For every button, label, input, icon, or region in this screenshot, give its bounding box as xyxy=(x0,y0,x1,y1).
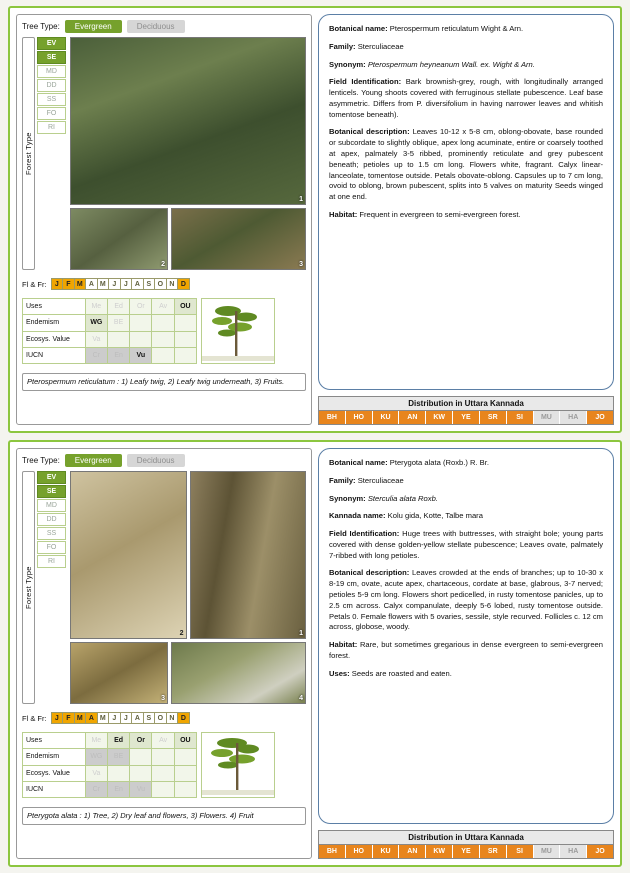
tree-type-option-evergreen-2[interactable]: Evergreen xyxy=(65,454,122,467)
desc-field-identification-1 xyxy=(329,77,603,120)
photo-number-1: 1 xyxy=(299,196,303,203)
desc-label-habitat-2: Habitat: xyxy=(329,640,358,650)
forest-type-cell-md-1[interactable]: MD xyxy=(37,65,66,78)
month-oct-2[interactable]: O xyxy=(154,712,167,724)
tree-type-label-2: Tree Type: xyxy=(22,456,60,465)
forest-type-group-1 xyxy=(22,37,66,270)
left-panel-2 xyxy=(16,448,312,859)
desc-label-kannada-name-2: Kannada name: xyxy=(329,511,386,521)
attr-iucn-vu-2[interactable]: Vu xyxy=(130,781,152,797)
forest-type-cell-fo-1[interactable]: FO xyxy=(37,107,66,120)
forest-type-cell-ss-1[interactable]: SS xyxy=(37,93,66,106)
dist-cell-ha-2[interactable]: HA xyxy=(560,845,587,858)
attributes-area-2 xyxy=(22,732,306,798)
tree-type-row-2 xyxy=(22,454,306,467)
desc-label-botanical-description-2: Botanical description: xyxy=(329,568,410,578)
dist-cell-an-1[interactable]: AN xyxy=(399,411,426,424)
species-card-2 xyxy=(8,440,622,867)
table-row xyxy=(23,733,197,749)
attr-name-ecosys-1: Ecosys. Value xyxy=(23,331,86,347)
table-row xyxy=(23,315,197,331)
desc-kannada-name-2 xyxy=(329,511,603,522)
attr-endemism-blank2-1 xyxy=(152,315,174,331)
tree-type-option-deciduous-1[interactable]: Deciduous xyxy=(127,20,185,33)
left-column-2 xyxy=(16,448,312,859)
dist-cell-ho-2[interactable]: HO xyxy=(346,845,373,858)
photo-fruit[interactable] xyxy=(171,642,306,704)
desc-label-uses-2: Uses: xyxy=(329,668,350,678)
month-sep-2[interactable]: S xyxy=(143,712,156,724)
dist-cell-si-1[interactable]: SI xyxy=(507,411,534,424)
attr-name-uses-1: Uses xyxy=(23,299,86,315)
desc-text-habitat-1: Frequent in evergreen to semi-evergreen forest. xyxy=(357,209,521,219)
desc-botanical-description-1 xyxy=(329,127,603,202)
month-jul-1[interactable]: J xyxy=(120,278,133,290)
attr-name-endemism-1: Endemism xyxy=(23,315,86,331)
attr-uses-or-1[interactable]: Or xyxy=(130,299,152,315)
dist-cell-mu-1[interactable]: MU xyxy=(534,411,561,424)
desc-field-identification-2 xyxy=(329,529,603,561)
desc-uses-2 xyxy=(329,669,603,680)
desc-label-botanical-name-2: Botanical name: xyxy=(329,458,388,467)
attr-name-uses-2: Uses xyxy=(23,733,86,749)
desc-text-family-2: Sterculiaceae xyxy=(355,475,404,485)
desc-text-family-1: Sterculiaceae xyxy=(355,41,404,51)
attr-uses-av-1[interactable]: Av xyxy=(152,299,174,315)
distribution-cells-2 xyxy=(319,845,613,858)
month-feb-2[interactable]: F xyxy=(62,712,75,724)
forest-type-cell-se-2[interactable]: SE xyxy=(37,485,66,498)
month-jun-1[interactable]: J xyxy=(108,278,121,290)
forest-type-cells-1 xyxy=(37,37,66,270)
attr-ecosys-blank3-2 xyxy=(152,765,174,781)
attr-iucn-blank1-1 xyxy=(152,347,174,363)
forest-type-cell-ev-2[interactable]: EV xyxy=(37,471,66,484)
attr-endemism-blank3-2 xyxy=(174,749,196,765)
attributes-area-1 xyxy=(22,298,306,364)
desc-synonym-2 xyxy=(329,494,603,505)
dist-cell-ku-1[interactable]: KU xyxy=(373,411,400,424)
month-mar-1[interactable]: M xyxy=(74,278,87,290)
table-row xyxy=(23,331,197,347)
attr-endemism-blank3-1 xyxy=(174,315,196,331)
tree-type-option-evergreen-1[interactable]: Evergreen xyxy=(65,20,122,33)
tree-type-option-deciduous-2[interactable]: Deciduous xyxy=(127,454,185,467)
attr-ecosys-blank4-1 xyxy=(174,331,196,347)
month-apr-1[interactable]: A xyxy=(85,278,98,290)
month-mar-2[interactable]: M xyxy=(74,712,87,724)
right-column-2 xyxy=(318,448,614,859)
desc-label-botanical-name-1: Botanical name: xyxy=(329,24,388,33)
desc-label-habitat-1: Habitat: xyxy=(329,209,358,219)
dist-cell-mu-2[interactable]: MU xyxy=(534,845,561,858)
desc-text-botanical-description-1: Leaves 10-12 x 5-8 cm, oblong-obovate, base rounded or subcordate to slightly oblique, apex long acuminate, entire or coarsely toothed at apex, palmately 3-5 ribbed, prominently reticulate and grey pubescent beneath; petioles up to 1.5 cm long. Flowers white, fragrant. Calyx linear-lanceolate, tomentose outside. Petals obovate-oblong. Capsules up to 7 cm long, ovoid to oblong, brown pubescent, splits into 5 valves on maturity Seeds winged at one end. xyxy=(329,127,604,202)
tree-type-row-1 xyxy=(22,20,306,33)
attr-iucn-blank2-1 xyxy=(174,347,196,363)
attr-name-ecosys-2: Ecosys. Value xyxy=(23,765,86,781)
month-may-1[interactable]: M xyxy=(97,278,110,290)
attr-uses-ed-2[interactable]: Ed xyxy=(107,733,129,749)
desc-label-family-2: Family: xyxy=(329,475,356,485)
photo-strip-2 xyxy=(70,642,306,704)
forest-type-cell-se-1[interactable]: SE xyxy=(37,51,66,64)
desc-text-synonym-1: Pterospermum heyneanum Wall. ex. Wight & Arn. xyxy=(365,59,535,69)
attr-uses-or-2[interactable]: Or xyxy=(130,733,152,749)
photo-tree[interactable] xyxy=(190,471,307,639)
attr-uses-av-2[interactable]: Av xyxy=(152,733,174,749)
desc-botanical-name-2 xyxy=(329,458,603,469)
figure-caption-2: Pterygota alata : 1) Tree, 2) Dry leaf and flowers, 3) Flowers. 4) Fruit xyxy=(22,807,306,825)
tree-silhouette-illustration-2 xyxy=(201,732,275,798)
desc-family-1 xyxy=(329,42,603,53)
dist-cell-sr-1[interactable]: SR xyxy=(480,411,507,424)
flowering-fruiting-row-2 xyxy=(22,712,306,724)
desc-text-botanical-description-2: Leaves crowded at the ends of branches; up to 10-30 x 8-19 cm, ovate, acute apex, chartaceous, cordate at base, glabrous, 3-7 nerved; petioles 5-9 cm long. Flowers short pedicelled, in rusty tomentose panicles, up to 2.5 cm across. Calyx companulate, deeply 5-6 lobed, rusty tomentose outside. Petals 0. Female flowers with 5 ovaries, sessile, style recurved. Follicles c. 12 cm across, globose, woody. xyxy=(329,568,604,632)
desc-text-field-identification-2: Huge trees with buttresses, with straight bole; young parts covered with dense golden-yellow stellate pubescence; Leaves ovate, palmately 7-ribbed with long petioles. xyxy=(329,529,603,560)
attr-uses-me-1[interactable]: Me xyxy=(85,299,107,315)
month-strip-1 xyxy=(51,278,189,290)
month-dec-2[interactable]: D xyxy=(177,712,190,724)
forest-type-cell-dd-2[interactable]: DD xyxy=(37,513,66,526)
attr-iucn-en-1[interactable]: En xyxy=(107,347,129,363)
attr-endemism-be-2[interactable]: BE xyxy=(107,749,129,765)
attr-name-iucn-1: IUCN xyxy=(23,347,86,363)
month-sep-1[interactable]: S xyxy=(143,278,156,290)
photo-number-1b: 1 xyxy=(299,630,303,637)
photo-number-3: 3 xyxy=(299,261,303,268)
table-row xyxy=(23,781,197,797)
forest-type-cells-2 xyxy=(37,471,66,704)
attr-ecosys-blank1-2 xyxy=(107,765,129,781)
desc-label-synonym-2: Synonym: xyxy=(329,493,366,503)
desc-botanical-name-1 xyxy=(329,24,603,35)
dist-cell-kw-2[interactable]: KW xyxy=(426,845,453,858)
month-oct-1[interactable]: O xyxy=(154,278,167,290)
forest-type-cell-dd-1[interactable]: DD xyxy=(37,79,66,92)
attr-ecosys-blank3-1 xyxy=(152,331,174,347)
desc-label-botanical-description-1: Botanical description: xyxy=(329,127,410,137)
forest-type-cell-ev-1[interactable]: EV xyxy=(37,37,66,50)
dist-cell-bh-2[interactable]: BH xyxy=(319,845,346,858)
attr-endemism-blank1-1 xyxy=(130,315,152,331)
distribution-title-2: Distribution in Uttara Kannada xyxy=(319,831,613,845)
attr-iucn-blank1-2 xyxy=(152,781,174,797)
attr-ecosys-blank1-1 xyxy=(107,331,129,347)
month-aug-2[interactable]: A xyxy=(131,712,144,724)
description-panel-1 xyxy=(318,14,614,390)
attr-endemism-be-1[interactable]: BE xyxy=(107,315,129,331)
table-row xyxy=(23,765,197,781)
month-may-2[interactable]: M xyxy=(97,712,110,724)
photo-number-2a: 2 xyxy=(179,630,184,637)
desc-label-synonym-1: Synonym: xyxy=(329,59,366,69)
desc-text-field-identification-1: Bark brownish-grey, rough, with longitudinally arranged lenticels. Young shoots covered with ferruginous stellate pubescence. Leaf base asymmetric. Differs from P. diversifolium in having narrower leaves and whitish tomentose beneath). xyxy=(329,77,603,119)
desc-text-habitat-2: Rare, but sometimes gregarious in dense evergreen to semi-evergreen forest. xyxy=(329,640,603,660)
desc-synonym-1 xyxy=(329,60,603,71)
desc-text-kannada-name-2: Kolu gida, Kotte, Talbe mara xyxy=(385,511,483,521)
flfr-label-2: Fl & Fr: xyxy=(22,714,47,723)
forest-and-photos-1 xyxy=(22,37,306,270)
attr-ecosys-va-1[interactable]: Va xyxy=(85,331,107,347)
dist-cell-bh-1[interactable]: BH xyxy=(319,411,346,424)
attr-iucn-cr-1[interactable]: Cr xyxy=(85,347,107,363)
photo-number-3b: 3 xyxy=(161,695,165,702)
attr-ecosys-va-2[interactable]: Va xyxy=(85,765,107,781)
attr-endemism-blank1-2 xyxy=(130,749,152,765)
species-card-1 xyxy=(8,6,622,433)
photo-fruits[interactable] xyxy=(171,208,306,270)
table-row xyxy=(23,299,197,315)
attr-uses-ed-1[interactable]: Ed xyxy=(107,299,129,315)
distribution-panel-1 xyxy=(318,396,614,425)
left-column-1 xyxy=(16,14,312,425)
photo-leafy-twig[interactable] xyxy=(70,37,306,205)
attr-endemism-wg-1[interactable]: WG xyxy=(85,315,107,331)
month-apr-2[interactable]: A xyxy=(85,712,98,724)
desc-botanical-description-2 xyxy=(329,568,603,633)
photo-strip-1 xyxy=(70,208,306,270)
desc-label-field-identification-1: Field Identification: xyxy=(329,77,402,87)
attr-uses-me-2[interactable]: Me xyxy=(85,733,107,749)
forest-type-cell-fo-2[interactable]: FO xyxy=(37,541,66,554)
flfr-label-1: Fl & Fr: xyxy=(22,280,47,289)
distribution-panel-2 xyxy=(318,830,614,859)
tree-shape-icon-1 xyxy=(202,299,274,361)
forest-type-axis-label-1: Forest Type xyxy=(22,37,35,270)
dist-cell-an-2[interactable]: AN xyxy=(399,845,426,858)
attr-uses-ou-1[interactable]: OU xyxy=(174,299,196,315)
attr-uses-ou-2[interactable]: OU xyxy=(174,733,196,749)
month-nov-1[interactable]: N xyxy=(166,278,179,290)
attr-ecosys-blank2-2 xyxy=(130,765,152,781)
month-dec-1[interactable]: D xyxy=(177,278,190,290)
dist-cell-ye-2[interactable]: YE xyxy=(453,845,480,858)
figure-caption-1: Pterospermum reticulatum : 1) Leafy twig, 2) Leafy twig underneath, 3) Fruits. xyxy=(22,373,306,391)
month-jan-2[interactable]: J xyxy=(51,712,64,724)
tree-silhouette-illustration-1 xyxy=(201,298,275,364)
forest-and-photos-2 xyxy=(22,471,306,704)
distribution-title-1: Distribution in Uttara Kannada xyxy=(319,397,613,411)
dist-cell-ku-2[interactable]: KU xyxy=(373,845,400,858)
forest-type-axis-label-2: Forest Type xyxy=(22,471,35,704)
desc-label-family-1: Family: xyxy=(329,41,356,51)
forest-type-cell-ss-2[interactable]: SS xyxy=(37,527,66,540)
desc-text-botanical-name-1: Pterospermum reticulatum Wight & Arn. xyxy=(387,24,524,33)
photo-dry-leaf-and-flowers[interactable] xyxy=(70,471,187,639)
dist-cell-jo-1[interactable]: JO xyxy=(587,411,613,424)
photo-leaf-underneath[interactable] xyxy=(70,208,168,270)
photo-flowers[interactable] xyxy=(70,642,168,704)
attr-endemism-blank2-2 xyxy=(152,749,174,765)
desc-text-synonym-2: Sterculia alata Roxb. xyxy=(365,493,438,503)
desc-family-2 xyxy=(329,476,603,487)
desc-text-uses-2: Seeds are roasted and eaten. xyxy=(349,668,452,678)
attr-endemism-wg-2[interactable]: WG xyxy=(85,749,107,765)
flowering-fruiting-row-1 xyxy=(22,278,306,290)
attr-iucn-cr-2[interactable]: Cr xyxy=(85,781,107,797)
desc-label-field-identification-2: Field Identification: xyxy=(329,529,400,539)
month-nov-2[interactable]: N xyxy=(166,712,179,724)
dist-cell-si-2[interactable]: SI xyxy=(507,845,534,858)
description-panel-2 xyxy=(318,448,614,824)
forest-type-cell-md-2[interactable]: MD xyxy=(37,499,66,512)
desc-text-botanical-name-2: Pterygota alata (Roxb.) R. Br. xyxy=(387,458,489,467)
month-aug-1[interactable]: A xyxy=(131,278,144,290)
attr-iucn-vu-1[interactable]: Vu xyxy=(130,347,152,363)
photo-number-4: 4 xyxy=(299,695,303,702)
attr-name-iucn-2: IUCN xyxy=(23,781,86,797)
dist-cell-kw-1[interactable]: KW xyxy=(426,411,453,424)
attr-iucn-blank2-2 xyxy=(174,781,196,797)
attr-name-endemism-2: Endemism xyxy=(23,749,86,765)
attributes-table-1 xyxy=(22,298,197,364)
forest-type-group-2 xyxy=(22,471,66,704)
attributes-table-2 xyxy=(22,732,197,798)
attr-ecosys-blank4-2 xyxy=(174,765,196,781)
month-jul-2[interactable]: J xyxy=(120,712,133,724)
left-panel-1 xyxy=(16,14,312,425)
desc-habitat-1 xyxy=(329,210,603,221)
forest-type-cell-ri-2[interactable]: RI xyxy=(37,555,66,568)
attr-ecosys-blank2-1 xyxy=(130,331,152,347)
right-column-1 xyxy=(318,14,614,425)
forest-type-cell-ri-1[interactable]: RI xyxy=(37,121,66,134)
tree-shape-icon-2 xyxy=(202,733,274,795)
desc-habitat-2 xyxy=(329,640,603,662)
photo-number-2: 2 xyxy=(161,261,165,268)
table-row xyxy=(23,749,197,765)
month-strip-2 xyxy=(51,712,189,724)
dist-cell-ho-1[interactable]: HO xyxy=(346,411,373,424)
month-jun-2[interactable]: J xyxy=(108,712,121,724)
dist-cell-ha-1[interactable]: HA xyxy=(560,411,587,424)
month-feb-1[interactable]: F xyxy=(62,278,75,290)
tree-type-label-1: Tree Type: xyxy=(22,22,60,31)
attr-iucn-en-2[interactable]: En xyxy=(107,781,129,797)
dist-cell-ye-1[interactable]: YE xyxy=(453,411,480,424)
table-row xyxy=(23,347,197,363)
dist-cell-jo-2[interactable]: JO xyxy=(587,845,613,858)
dist-cell-sr-2[interactable]: SR xyxy=(480,845,507,858)
month-jan-1[interactable]: J xyxy=(51,278,64,290)
distribution-cells-1 xyxy=(319,411,613,424)
